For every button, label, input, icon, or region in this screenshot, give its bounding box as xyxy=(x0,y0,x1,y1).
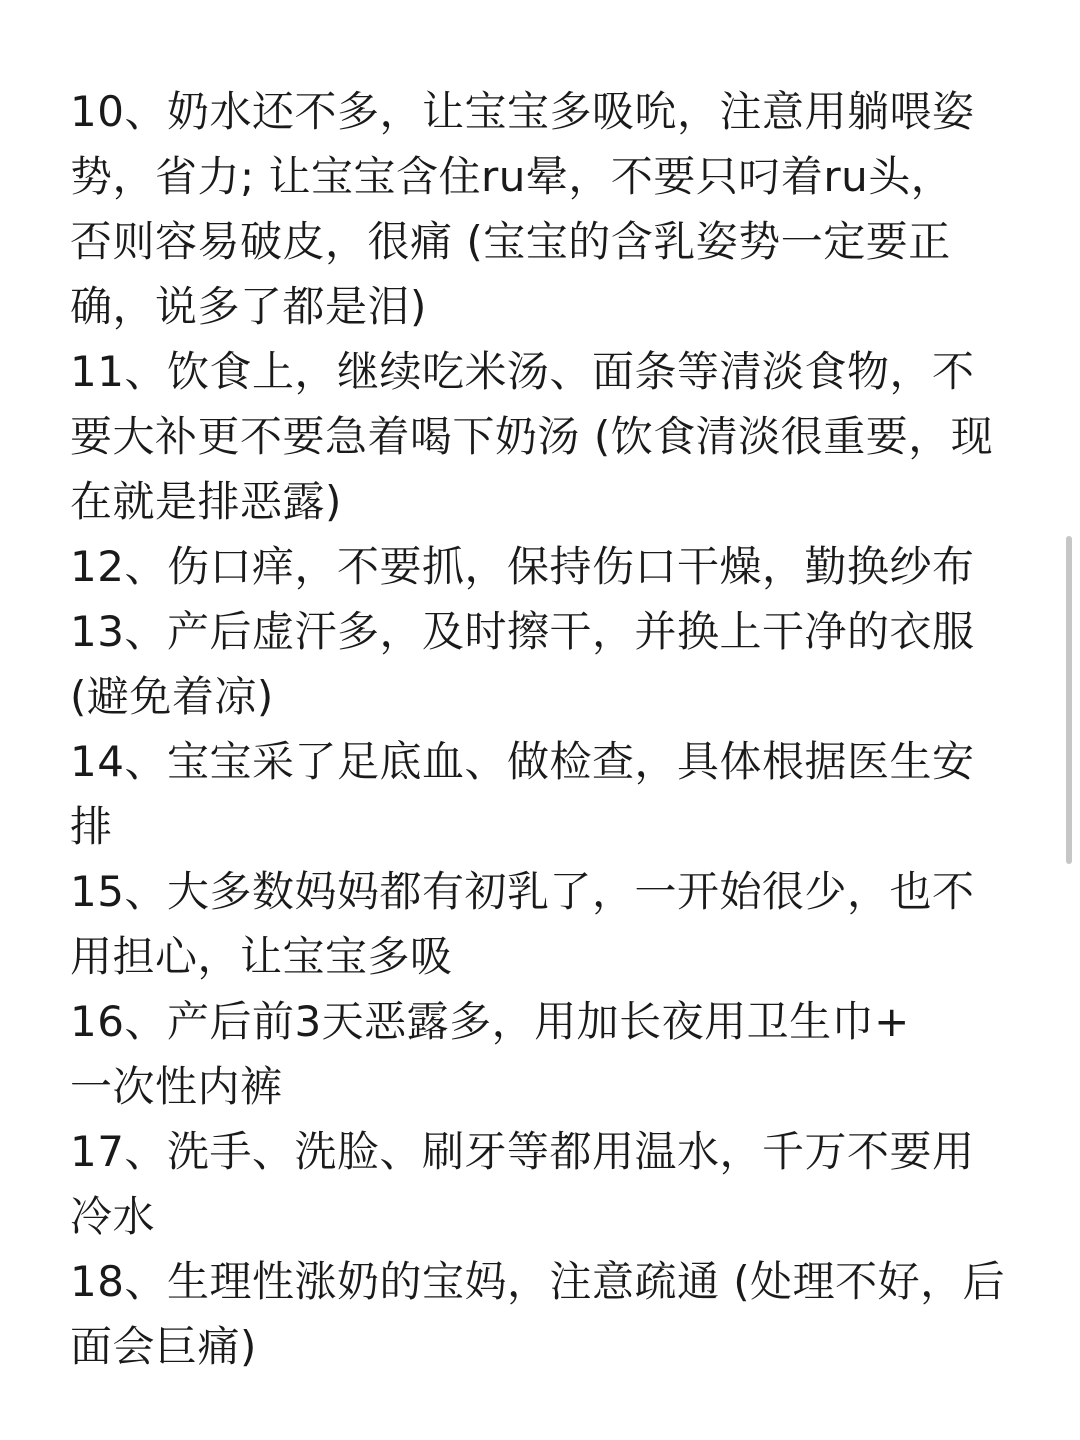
vertical-scrollbar[interactable] xyxy=(1066,536,1072,864)
note-line: 势，省力; 让宝宝含住ru晕，不要只叼着ru头， xyxy=(70,152,954,201)
note-line: 否则容易破皮，很痛 (宝宝的含乳姿势一定要正 xyxy=(70,217,951,266)
note-line: 冷水 xyxy=(70,1192,156,1241)
note-line: 用担心，让宝宝多吸 xyxy=(70,932,453,981)
note-line: 16、产后前3天恶露多，用加长夜用卫生巾+ xyxy=(70,997,910,1046)
note-line: 一次性内裤 xyxy=(70,1062,283,1111)
note-line: 18、生理性涨奶的宝妈，注意疏通 (处理不好，后 xyxy=(70,1257,1006,1306)
note-line: 在就是排恶露) xyxy=(70,477,342,526)
note-line: 10、奶水还不多，让宝宝多吸吮，注意用躺喂姿 xyxy=(70,87,975,136)
note-line: 17、洗手、洗脸、刷牙等都用温水，千万不要用 xyxy=(70,1127,975,1176)
note-line: 13、产后虚汗多，及时擦干，并换上干净的衣服 xyxy=(70,607,975,656)
note-line: 11、饮食上，继续吃米汤、面条等清淡食物，不 xyxy=(70,347,975,396)
note-line: 确，说多了都是泪) xyxy=(70,282,427,331)
note-line: 要大补更不要急着喝下奶汤 (饮食清淡很重要，现 xyxy=(70,412,994,461)
note-line: 排 xyxy=(70,802,113,851)
note-line: (避免着凉) xyxy=(70,672,274,721)
note-line: 15、大多数妈妈都有初乳了，一开始很少，也不 xyxy=(70,867,975,916)
note-line: 14、宝宝采了足底血、做检查，具体根据医生安 xyxy=(70,737,975,786)
note-line: 12、伤口痒，不要抓，保持伤口干燥，勤换纱布 xyxy=(70,542,975,591)
note-text-block xyxy=(70,79,1010,1379)
note-line: 面会巨痛) xyxy=(70,1322,257,1371)
